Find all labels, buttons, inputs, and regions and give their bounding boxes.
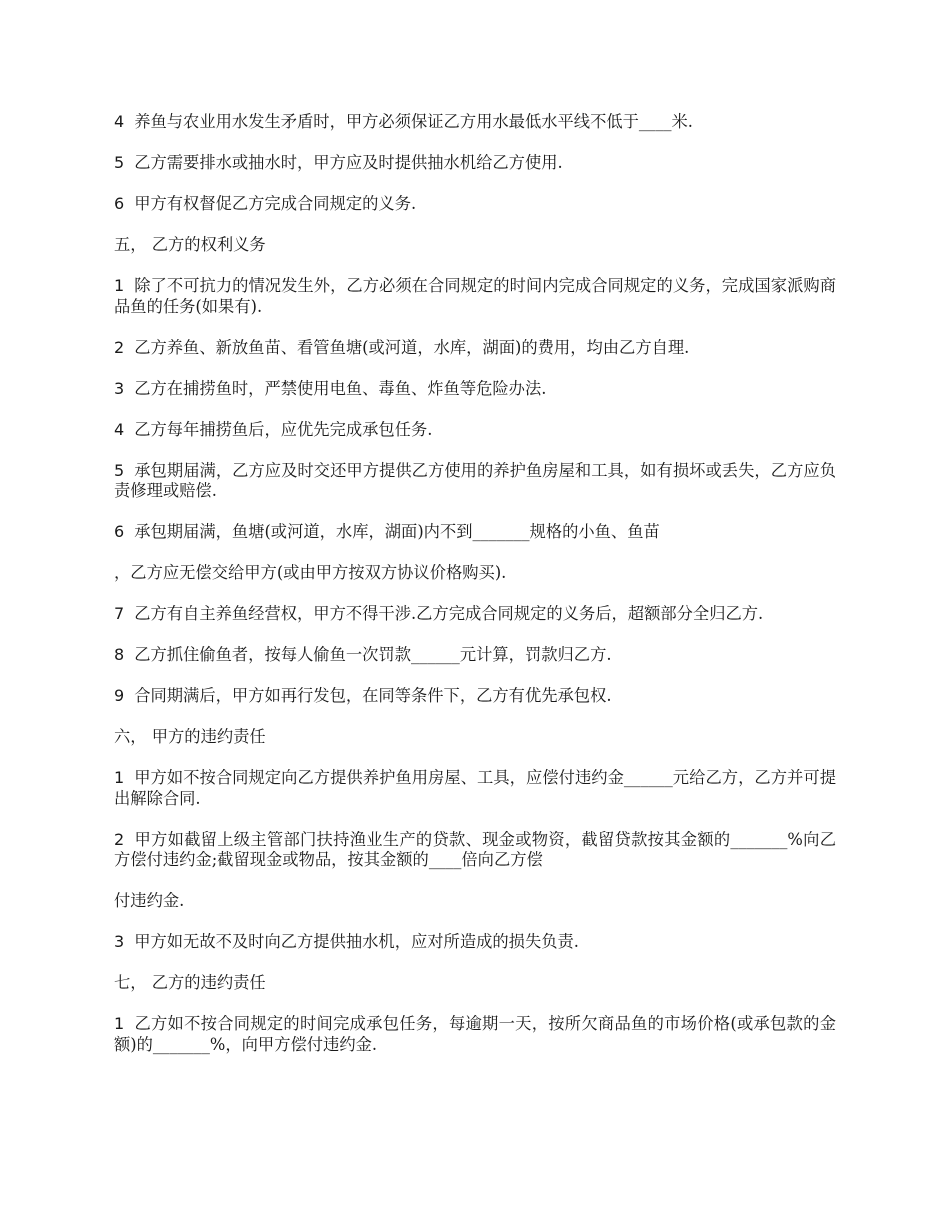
paragraph-number: 4 (114, 419, 125, 439)
document-body (114, 112, 836, 1076)
paragraph-number: 6 (114, 522, 125, 541)
paragraph-text: 养鱼与农业用水发生矛盾时，甲方必须保证乙方用水最低水平线不低于____米. (134, 112, 693, 131)
paragraph (114, 153, 836, 174)
section-heading-text: 五， 乙方的权利义务 (114, 235, 266, 254)
paragraph-text: ，乙方应无偿交给甲方(或由甲方按双方协议价格购买). (114, 563, 507, 582)
paragraph-text: 甲方有权督促乙方完成合同规定的义务. (134, 194, 417, 213)
section-heading-text: 六， 甲方的违约责任 (114, 727, 266, 746)
paragraph-number: 1 (114, 1014, 125, 1033)
paragraph (114, 768, 836, 809)
paragraph-text: 甲方如不按合同规定向乙方提供养护鱼用房屋、工具，应偿付违约金______元给乙方，乙方并可提出解除合同. (114, 768, 836, 808)
paragraph-number: 5 (114, 153, 125, 172)
paragraph (114, 338, 836, 359)
paragraph-number: 5 (114, 460, 125, 480)
paragraph-text: 乙方在捕捞鱼时，严禁使用电鱼、毒鱼、炸鱼等危险办法. (134, 378, 547, 398)
paragraph (114, 932, 836, 953)
paragraph (114, 830, 836, 871)
paragraph-number: 2 (114, 337, 125, 357)
paragraph-text: 乙方抓住偷鱼者，按每人偷鱼一次罚款______元计算，罚款归乙方. (134, 645, 612, 664)
paragraph-number: 4 (114, 112, 125, 131)
paragraph-text: 甲方如无故不及时向乙方提供抽水机，应对所造成的损失负责. (134, 932, 579, 951)
paragraph-number: 9 (114, 686, 125, 705)
paragraph (114, 604, 836, 625)
paragraph-text: 乙方需要排水或抽水时，甲方应及时提供抽水机给乙方使用. (134, 153, 563, 172)
paragraph (114, 194, 836, 215)
section-heading-text: 七， 乙方的违约责任 (114, 973, 266, 992)
paragraph-text: 承包期届满，乙方应及时交还甲方提供乙方使用的养护鱼房屋和工具，如有损坏或丢失，乙方应负责修理或赔偿. (114, 460, 836, 500)
paragraph (114, 461, 836, 502)
paragraph-text: 乙方如不按合同规定的时间完成承包任务，每逾期一天，按所欠商品鱼的市场价格(或承包款的金额)的_______%，向甲方偿付违约金. (114, 1014, 836, 1054)
paragraph-number: 2 (114, 829, 125, 849)
paragraph-text: 乙方每年捕捞鱼后，应优先完成承包任务. (134, 419, 433, 439)
paragraph (114, 645, 836, 666)
paragraph-number: 6 (114, 194, 125, 213)
paragraph-continuation (114, 891, 836, 912)
paragraph-number: 1 (114, 276, 125, 295)
paragraph-number: 3 (114, 932, 125, 951)
paragraph-number: 8 (114, 645, 125, 664)
paragraph-text: 乙方有自主养鱼经营权，甲方不得干涉.乙方完成合同规定的义务后，超额部分全归乙方. (134, 604, 764, 623)
paragraph-text: 付违约金. (114, 891, 185, 910)
paragraph-text: 合同期满后，甲方如再行发包，在同等条件下，乙方有优先承包权. (134, 686, 612, 705)
paragraph (114, 379, 836, 400)
paragraph-continuation (114, 563, 836, 584)
paragraph (114, 420, 836, 441)
paragraph (114, 276, 836, 317)
paragraph (114, 112, 836, 133)
paragraph-number: 1 (114, 768, 125, 787)
section-heading (114, 727, 836, 748)
paragraph-number: 3 (114, 378, 125, 398)
paragraph-text: 承包期届满，鱼塘(或河道，水库，湖面)内不到_______规格的小鱼、鱼苗 (134, 522, 660, 541)
paragraph (114, 522, 836, 543)
paragraph (114, 1014, 836, 1055)
paragraph-text: 乙方养鱼、新放鱼苗、看管鱼塘(或河道，水库，湖面)的费用，均由乙方自理. (134, 337, 690, 357)
paragraph-text: 甲方如截留上级主管部门扶持渔业生产的贷款、现金或物资，截留贷款按其金额的_______%向乙方偿付违约金;截留现金或物品，按其金额的____倍向乙方偿 (114, 829, 836, 869)
section-heading (114, 973, 836, 994)
paragraph (114, 686, 836, 707)
paragraph-number: 7 (114, 604, 125, 623)
section-heading (114, 235, 836, 256)
paragraph-text: 除了不可抗力的情况发生外，乙方必须在合同规定的时间内完成合同规定的义务，完成国家派购商品鱼的任务(如果有). (114, 276, 836, 316)
